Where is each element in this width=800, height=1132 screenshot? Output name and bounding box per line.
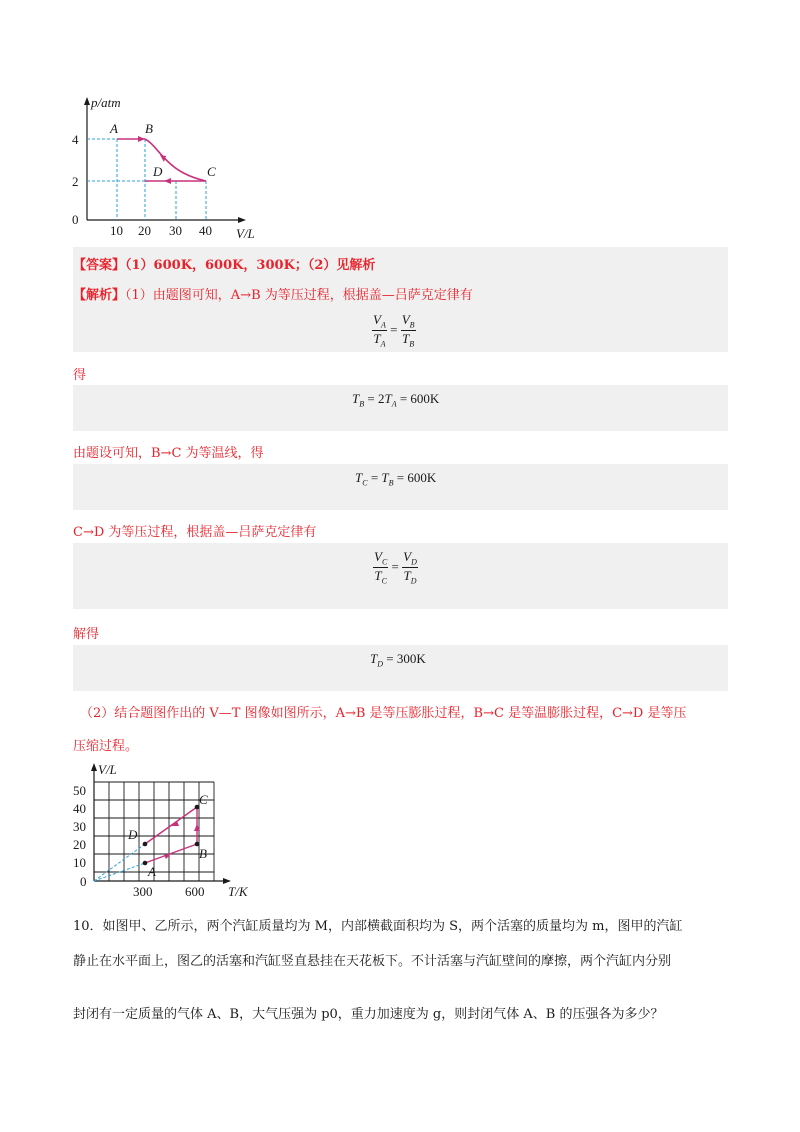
analysis-line2: 由题设可知，B→C 为等温线，得 xyxy=(73,446,264,461)
equation-4: $\frac{V_C}{T_C}$ = $\frac{V_D}{T_D}$ xyxy=(374,549,417,586)
vt-point-label: A xyxy=(148,864,156,879)
pv-diagram xyxy=(60,92,270,242)
pv-y-tick: 4 xyxy=(72,132,79,147)
eq2-rhs: = 600K xyxy=(399,391,440,406)
pv-y-tick: 0 xyxy=(72,212,79,227)
pv-x-tick: 30 xyxy=(169,223,182,238)
answer-line xyxy=(73,254,375,273)
equation-5: $T_D = 300K$ xyxy=(370,651,426,669)
vt-point-label: C xyxy=(199,792,208,807)
analysis-line3: C→D 为等压过程，根据盖—吕萨克定律有 xyxy=(73,525,317,540)
jiede-label: 解得 xyxy=(73,627,100,642)
question-line2: 静止在水平面上，图乙的活塞和汽缸竖直悬挂在天花板下。不计活塞与汽缸壁间的摩擦，两个汽缸内分别 xyxy=(73,954,672,969)
pv-point-label: B xyxy=(145,121,153,136)
vt-y-tick: 20 xyxy=(73,837,86,852)
pv-y-tick: 2 xyxy=(72,174,79,189)
vt-y-tick: 30 xyxy=(73,819,86,834)
pv-point-label: A xyxy=(110,121,118,136)
de-label: 得 xyxy=(73,368,87,383)
answer-text: （1）600K，600K，300K；（2）见解析 xyxy=(125,258,376,273)
eq5-rhs: = 300K xyxy=(386,651,426,666)
vt-point-label: D xyxy=(128,827,138,842)
pv-x-label: V/L xyxy=(236,226,255,241)
analysis-tag: 【解析】 xyxy=(73,288,126,303)
analysis-part2-line1: （2）结合题图作出的 V—T 图像如图所示，A→B 是等压膨胀过程，B→C 是等温膨胀过程，C→D 是等压 xyxy=(80,706,687,721)
vt-y-tick: 0 xyxy=(80,874,87,889)
equation-3: $T_C = T_B = 600K$ xyxy=(355,470,437,488)
pv-x-tick: 10 xyxy=(110,223,123,238)
analysis-line1 xyxy=(73,284,473,303)
equation-2: $T_B = 2T_A = 600K$ xyxy=(352,391,440,409)
vt-x-tick: 600 xyxy=(185,884,205,899)
vt-x-tick: 300 xyxy=(133,884,153,899)
vt-x-label: T/K xyxy=(228,884,248,899)
vt-y-tick: 40 xyxy=(73,801,86,816)
question-line3: 封闭有一定质量的气体 A、B，大气压强为 p0，重力加速度为 g，则封闭气体 A、B 的压强各为多少？ xyxy=(73,1007,664,1022)
analysis-text-1: （1）由题图可知，A→B 为等压过程，根据盖—吕萨克定律有 xyxy=(125,288,473,303)
vt-y-tick: 50 xyxy=(73,783,86,798)
pv-y-label: p/atm xyxy=(91,95,121,110)
vt-point-label: B xyxy=(199,846,207,861)
answer-tag: 【答案】 xyxy=(73,258,126,273)
pv-point-label: D xyxy=(153,164,163,179)
vt-diagram xyxy=(60,760,270,900)
equation-1: $\frac{V_A}{T_A}$ = $\frac{V_B}{T_B}$ xyxy=(373,312,415,349)
pv-x-tick: 40 xyxy=(199,223,212,238)
vt-y-label: V/L xyxy=(98,762,117,777)
pv-x-tick: 20 xyxy=(138,223,151,238)
analysis-part2-line2: 压缩过程。 xyxy=(73,739,139,754)
eq3-rhs: = 600K xyxy=(396,470,437,485)
pv-point-label: C xyxy=(207,164,216,179)
question-line1: 10．如图甲、乙所示，两个汽缸质量均为 M，内部横截面积均为 S，两个活塞的质量均为 m，图甲的汽缸 xyxy=(73,919,683,934)
vt-y-tick: 10 xyxy=(73,855,86,870)
